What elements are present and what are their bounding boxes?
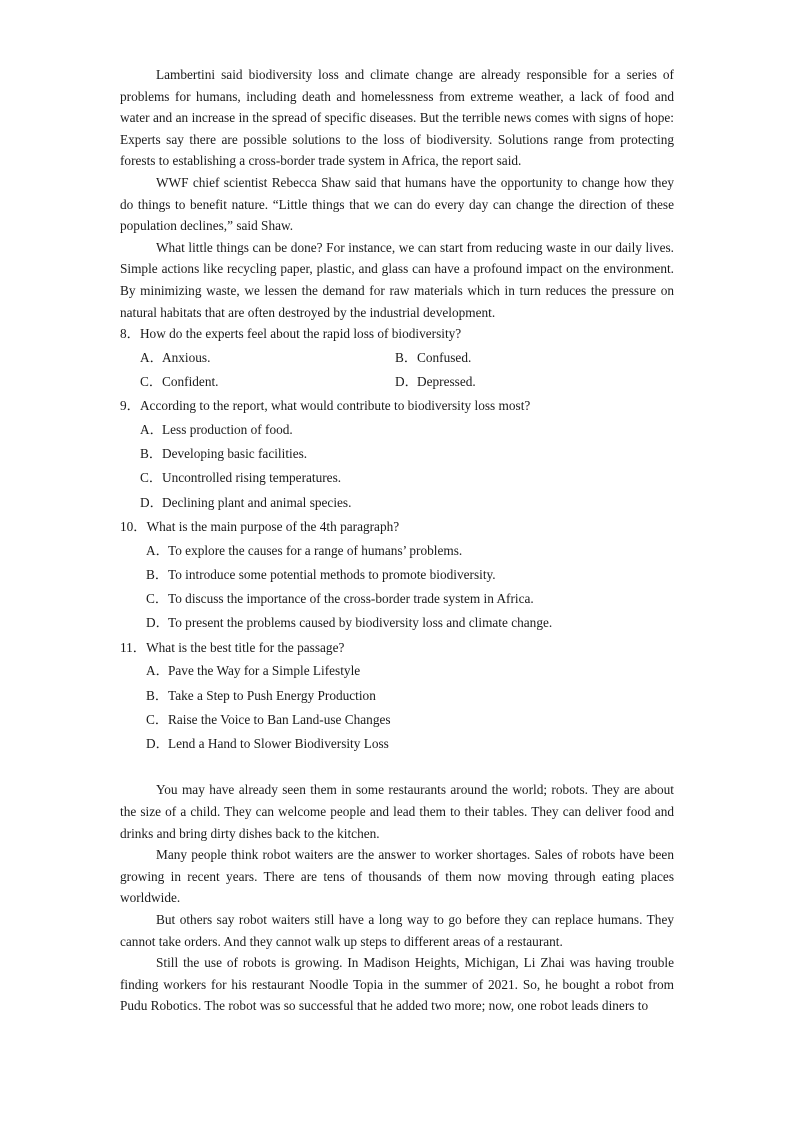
option-letter: D． [140,494,163,510]
passage-1 [120,64,674,323]
options [140,347,674,396]
option-letter: B． [140,446,163,462]
option-a[interactable] [146,540,674,562]
option-letter: C． [146,711,169,727]
exam-page [120,64,674,1017]
passage-2-paragraph: But others say robot waiters still have a long way to go before they can replace humans. They cannot take orders. And they cannot walk up steps to different areas of a restaurant. [120,912,674,949]
option-text: Anxious. [162,349,211,365]
option-text: Depressed. [417,374,476,389]
option-letter: A． [146,663,169,679]
passage-2 [120,779,674,1017]
option-text: Take a Step to Push Energy Production [168,687,376,703]
option-letter: B． [146,687,169,703]
option-a[interactable] [140,347,395,369]
option-letter: D． [146,615,169,631]
options [146,660,674,754]
option-d[interactable] [140,492,674,514]
option-text: To introduce some potential methods to promote biodiversity. [168,566,496,582]
question-8 [120,323,674,395]
option-text: Pave the Way for a Simple Lifestyle [168,663,361,679]
passage-1-paragraph: What little things can be done? For instance, we can start from reducing waste in our daily lives. Simple actions like recycling paper, plastic, and glass can have a profound impact on the environment. By minimizing waste, we lessen the demand for raw materials which in turn reduces the pressure on natural habitats that are often destroyed by the industrial development. [120,239,674,320]
option-b[interactable] [395,347,650,369]
option-letter: C． [146,591,169,607]
option-b[interactable] [146,685,674,707]
option-letter: A． [140,421,163,437]
option-text: Declining plant and animal species. [162,494,352,510]
passage-2-paragraph: Still the use of robots is growing. In Madison Heights, Michigan, Li Zhai was having trouble finding workers for his restaurant Noodle Topia in the summer of 2021. So, he bought a robot from Pudu Robotics. The robot was so successful that he added two more; now, one robot leads diners to [120,955,674,1014]
option-text: Raise the Voice to Ban Land-use Changes [168,711,391,727]
option-b[interactable] [140,443,674,465]
question-10 [120,516,674,634]
passage-2-paragraph: Many people think robot waiters are the answer to worker shortages. Sales of robots have been growing in recent years. There are tens of thousands of them now moving through eating places worldwide. [120,847,674,906]
option-text: To discuss the importance of the cross-border trade system in Africa. [168,591,534,607]
option-c[interactable] [140,371,395,393]
question-stem: 8．How do the experts feel about the rapid loss of biodiversity? [120,326,462,342]
option-text: Confused. [417,349,472,365]
question-stem: 9．According to the report, what would contribute to biodiversity loss most? [120,398,531,414]
option-text: Uncontrolled rising temperatures. [162,470,342,486]
option-text: Lend a Hand to Slower Biodiversity Loss [168,736,389,752]
option-text: Developing basic facilities. [162,446,308,462]
option-d[interactable] [146,733,674,755]
option-text: To explore the causes for a range of humans’ problems. [168,542,463,558]
option-c[interactable] [146,709,674,731]
passage-1-paragraph: WWF chief scientist Rebecca Shaw said that humans have the opportunity to change how they do things to benefit nature. “Little things that we can do every day can change the direction of these population declines,” said Shaw. [120,174,674,234]
option-d[interactable] [146,612,674,634]
option-letter: B． [395,349,418,365]
question-stem: 10．What is the main purpose of the 4th paragraph? [120,519,400,534]
option-c[interactable] [146,588,674,610]
options [146,540,674,634]
option-letter: A． [140,349,163,365]
option-text: Less production of food. [162,421,293,437]
passage-2-paragraph: You may have already seen them in some restaurants around the world; robots. They are about the size of a child. They can welcome people and lead them to their tables. They can deliver food and drinks and bring dirty dishes back to the kitchen. [120,782,674,841]
option-letter: C． [140,470,163,486]
section-gap [120,757,674,779]
option-letter: D． [146,736,169,752]
option-a[interactable] [140,419,674,441]
question-9 [120,395,674,513]
passage-1-paragraph: Lambertini said biodiversity loss and climate change are already responsible for a series of problems for humans, including death and homelessness from extreme weather, a lack of food and water and an increase in the spread of specific diseases. But the terrible news comes with signs of hope: Experts say there are possible solutions to the loss of biodiversity. Solutions range from protecting forests to establishing a cross-border trade system in Africa, the report said. [120,67,674,169]
option-letter: A． [146,542,169,558]
option-text: To present the problems caused by biodiversity loss and climate change. [168,615,553,631]
option-letter: C． [140,374,163,389]
option-letter: D． [395,374,418,389]
option-b[interactable] [146,564,674,586]
question-11 [120,637,674,755]
option-text: Confident. [162,374,219,389]
options [140,419,674,513]
question-stem: 11．What is the best title for the passage? [120,639,345,655]
option-d[interactable] [395,371,650,393]
option-letter: B． [146,566,169,582]
option-a[interactable] [146,660,674,682]
option-c[interactable] [140,467,674,489]
